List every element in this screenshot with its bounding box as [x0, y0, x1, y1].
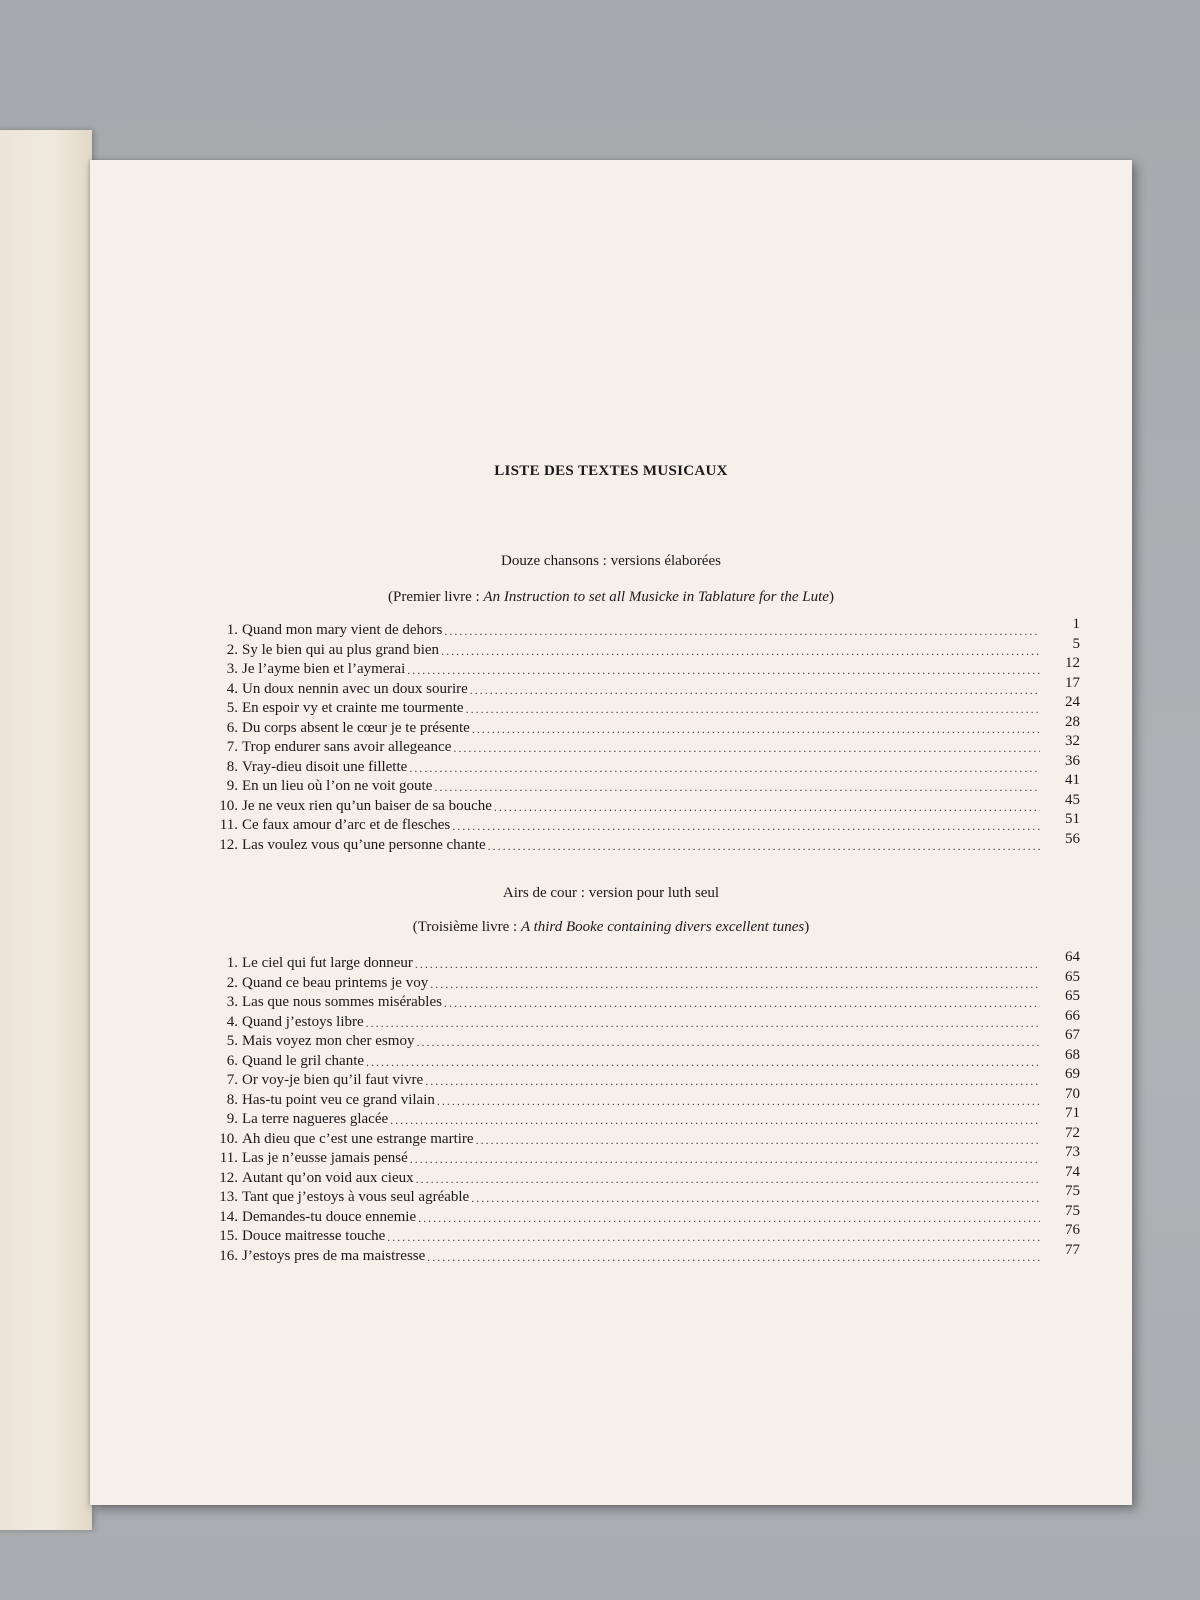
toc-entry-number: 2.: [226, 974, 238, 991]
toc-entry: [210, 713, 1080, 740]
toc-entry-title: Quand ce beau printems je voy: [242, 974, 429, 991]
dot-leader: [425, 1073, 1040, 1088]
toc-entry: [210, 1124, 1080, 1151]
toc-entry-title: Douce maitresse touche: [242, 1228, 386, 1244]
toc-entry-title: Le ciel qui fut large donneur: [242, 955, 413, 971]
toc-entry-page: 24: [1065, 694, 1080, 710]
toc-entry-number: 15.: [219, 1228, 238, 1244]
toc-entry-page: 72: [1065, 1124, 1080, 1141]
toc-entry: [210, 752, 1080, 779]
section1-heading: Douze chansons : versions élaborées: [501, 553, 721, 569]
dot-leader: [366, 1054, 1040, 1069]
toc-entry: [210, 616, 1080, 642]
dot-leader: [471, 1190, 1040, 1205]
toc-entry: [210, 772, 1080, 798]
dot-leader: [434, 779, 1040, 794]
toc-entry: [210, 988, 1080, 1014]
toc-entry: [210, 1105, 1080, 1131]
toc-entry: [210, 1085, 1080, 1112]
toc-entry-page: 32: [1065, 733, 1080, 749]
dot-leader: [387, 1229, 1040, 1244]
toc-entry-title: Mais voyez mon cher esmoy: [242, 1033, 415, 1049]
dot-leader: [444, 995, 1040, 1010]
toc-entry-number: 1.: [226, 622, 238, 638]
toc-entry-number: 6.: [226, 1052, 238, 1069]
section2-heading: Airs de cour : version pour luth seul: [502, 885, 720, 901]
toc-entry-title: Las je n’eusse jamais pensé: [242, 1150, 408, 1166]
dot-leader: [416, 1034, 1040, 1049]
dot-leader: [418, 1210, 1040, 1225]
toc-entry: [210, 1027, 1080, 1053]
toc-entry-number: 7.: [226, 1072, 238, 1088]
toc-entry-page: 17: [1065, 674, 1080, 691]
toc-entry: [210, 674, 1080, 701]
toc-entry-page: 45: [1065, 791, 1080, 808]
toc-entry: [210, 694, 1080, 720]
toc-entry-page: 70: [1065, 1085, 1080, 1102]
dot-leader: [410, 1151, 1040, 1166]
dot-leader: [452, 818, 1040, 833]
toc-entry-number: 11.: [219, 1150, 238, 1166]
dot-leader: [407, 662, 1040, 677]
toc-entry-page: 75: [1065, 1202, 1080, 1219]
toc-entry: [210, 1183, 1080, 1209]
toc-entry-page: 65: [1065, 988, 1080, 1004]
toc-entry-title: Autant qu’on void aux cieux: [242, 1169, 414, 1186]
toc-entry-number: 14.: [219, 1208, 238, 1225]
toc-entry-page: 68: [1065, 1046, 1080, 1063]
toc-entry-number: 8.: [226, 758, 238, 775]
toc-entry-page: 67: [1065, 1027, 1080, 1043]
dot-leader: [488, 838, 1040, 853]
dot-leader: [453, 740, 1040, 755]
toc-entry-number: 6.: [226, 719, 238, 736]
section2-source-title: A third Booke containing divers excellent tunes: [520, 919, 805, 935]
toc-entry-title: Or voy-je bien qu’il faut vivre: [242, 1072, 424, 1088]
dot-leader: [466, 701, 1040, 716]
left-page-edge: [0, 130, 92, 1530]
toc-entry-title: Du corps absent le cœur je te présente: [242, 719, 470, 736]
dot-leader: [472, 721, 1040, 736]
toc-entry-title: Trop endurer sans avoir allegeance: [242, 739, 452, 755]
toc-entry: [210, 791, 1080, 818]
section2-source-prefix: (Troisième livre :: [412, 919, 521, 935]
toc-entry: [210, 968, 1080, 995]
dot-leader: [444, 623, 1040, 638]
toc-entry: [210, 733, 1080, 759]
toc-entry-page: 66: [1065, 1007, 1080, 1024]
toc-entry-page: 75: [1065, 1183, 1080, 1199]
toc-entry-page: 65: [1065, 968, 1080, 985]
toc-entry-page: 5: [1072, 635, 1080, 652]
dot-leader: [415, 956, 1040, 971]
toc-entry-title: Las voulez vous qu’une personne chante: [242, 836, 486, 853]
toc-entry-title: Vray-dieu disoit une fillette: [242, 758, 408, 775]
toc-entry-title: Las que nous sommes misérables: [242, 994, 442, 1010]
toc-entry-number: 9.: [226, 1111, 238, 1127]
toc-entry-page: 77: [1065, 1241, 1080, 1258]
section1-list: [210, 616, 1080, 856]
toc-entry: [210, 1241, 1080, 1268]
toc-entry-page: 74: [1065, 1163, 1080, 1180]
toc-entry-number: 1.: [226, 955, 238, 971]
dot-leader: [416, 1171, 1040, 1186]
toc-entry-title: Un doux nennin avec un doux sourire: [242, 680, 468, 697]
toc-entry: [210, 1144, 1080, 1170]
toc-entry-page: 69: [1065, 1066, 1080, 1082]
toc-entry-page: 76: [1065, 1222, 1080, 1238]
toc-entry-number: 5.: [226, 700, 238, 716]
toc-entry-page: 73: [1065, 1144, 1080, 1160]
toc-entry-number: 2.: [226, 641, 238, 658]
dot-leader: [430, 976, 1040, 991]
toc-entry-page: 71: [1065, 1105, 1080, 1121]
toc-entry-number: 4.: [226, 1013, 238, 1030]
toc-entry-number: 7.: [226, 739, 238, 755]
toc-entry-number: 13.: [219, 1189, 238, 1205]
toc-entry-number: 11.: [219, 817, 238, 833]
toc-entry: [210, 949, 1080, 975]
dot-leader: [366, 1015, 1040, 1030]
toc-entry-number: 9.: [226, 778, 238, 794]
toc-entry-title: Je ne veux rien qu’un baiser de sa bouche: [242, 797, 492, 814]
toc-entry: [210, 1163, 1080, 1190]
toc-entry-number: 12.: [219, 1169, 238, 1186]
toc-entry-title: Quand le gril chante: [242, 1052, 365, 1069]
section2-source: [90, 919, 1132, 936]
toc-entry-page: 51: [1065, 811, 1080, 827]
toc-entry-page: 56: [1065, 830, 1080, 847]
toc-entry: [210, 1046, 1080, 1073]
toc-entry: [210, 635, 1080, 662]
toc-entry-title: Ah dieu que c’est une estrange martire: [242, 1130, 474, 1147]
toc-entry-page: 1: [1072, 616, 1080, 632]
toc-entry-number: 12.: [219, 836, 238, 853]
section1-source-prefix: (Premier livre :: [388, 589, 484, 605]
toc-entry-title: Ce faux amour d’arc et de flesches: [242, 817, 451, 833]
toc-entry-title: Demandes-tu douce ennemie: [242, 1208, 417, 1225]
toc-entry: [210, 811, 1080, 837]
section1-source-title: An Instruction to set all Musicke in Tablature for the Lute: [483, 589, 829, 605]
toc-entry-title: Sy le bien qui au plus grand bien: [242, 641, 440, 658]
toc-entry: [210, 1066, 1080, 1092]
toc-entry-number: 10.: [219, 797, 238, 814]
page-title: LISTE DES TEXTES MUSICAUX: [494, 463, 728, 479]
toc-entry-title: En un lieu où l’on ne voit goute: [242, 778, 433, 794]
toc-entry-number: 16.: [219, 1247, 238, 1264]
toc-entry-page: 41: [1065, 772, 1080, 788]
toc-entry-number: 8.: [226, 1091, 238, 1108]
toc-entry-number: 5.: [226, 1033, 238, 1049]
toc-entry-number: 10.: [219, 1130, 238, 1147]
toc-entry: [210, 830, 1080, 857]
dot-leader: [437, 1093, 1040, 1108]
toc-entry-page: 36: [1065, 752, 1080, 769]
section1-source-suffix: ): [828, 589, 834, 605]
toc-entry-title: Quand j’estoys libre: [242, 1013, 364, 1030]
section2-list: [210, 949, 1080, 1267]
toc-entry-title: Quand mon mary vient de dehors: [242, 622, 443, 638]
book-page: [90, 160, 1132, 1505]
section2-source-suffix: ): [804, 919, 810, 935]
toc-entry-title: La terre nagueres glacée: [242, 1111, 389, 1127]
toc-entry-page: 64: [1065, 949, 1080, 965]
dot-leader: [441, 643, 1040, 658]
dot-leader: [390, 1112, 1040, 1127]
toc-entry: [210, 1222, 1080, 1248]
toc-entry-number: 3.: [226, 994, 238, 1010]
toc-entry-title: Tant que j’estoys à vous seul agréable: [242, 1189, 470, 1205]
toc-entry-number: 4.: [226, 680, 238, 697]
toc-entry-title: J’estoys pres de ma maistresse: [242, 1247, 426, 1264]
toc-entry-title: Je l’ayme bien et l’aymerai: [242, 661, 406, 677]
toc-entry-page: 28: [1065, 713, 1080, 730]
dot-leader: [409, 760, 1040, 775]
dot-leader: [427, 1249, 1040, 1264]
toc-entry-number: 3.: [226, 661, 238, 677]
dot-leader: [494, 799, 1040, 814]
section1-source: [90, 589, 1132, 606]
toc-entry: [210, 655, 1080, 681]
toc-entry-title: En espoir vy et crainte me tourmente: [242, 700, 464, 716]
toc-entry: [210, 1202, 1080, 1229]
dot-leader: [470, 682, 1040, 697]
toc-entry: [210, 1007, 1080, 1034]
toc-entry-title: Has-tu point veu ce grand vilain: [242, 1091, 435, 1108]
toc-entry-page: 12: [1065, 655, 1080, 671]
dot-leader: [476, 1132, 1040, 1147]
